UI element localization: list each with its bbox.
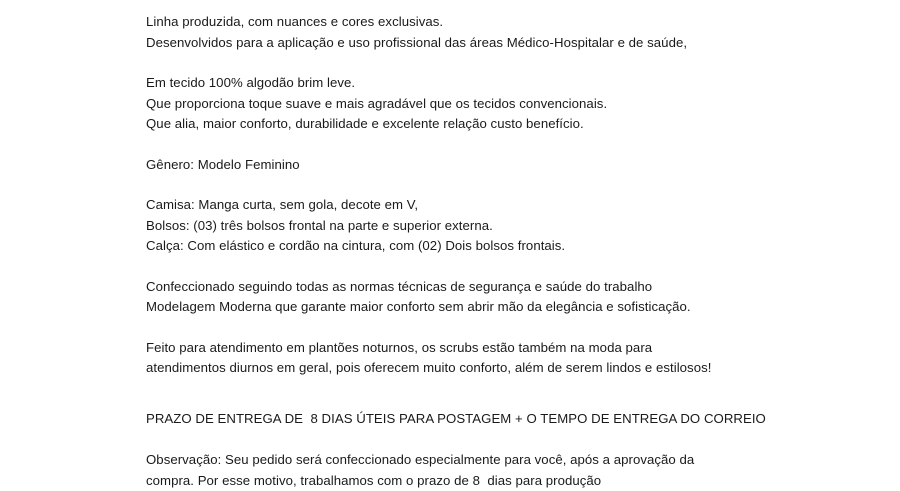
text-line: compra. Por esse motivo, trabalhamos com o prazo de 8 dias para produção <box>146 471 876 491</box>
paragraph-spacer <box>146 175 876 195</box>
text-line: Observação: Seu pedido será confeccionado especialmente para você, após a aprovação da <box>146 450 876 471</box>
paragraph-genero <box>146 155 876 176</box>
text-line: Calça: Com elástico e cordão na cintura, com (02) Dois bolsos frontais. <box>146 236 876 257</box>
text-line: Em tecido 100% algodão brim leve. <box>146 73 876 94</box>
paragraph-normas <box>146 277 876 318</box>
paragraph-spacer <box>146 53 876 73</box>
paragraph-uso <box>146 338 876 379</box>
paragraph-intro <box>146 12 876 53</box>
text-line: PRAZO DE ENTREGA DE 8 DIAS ÚTEIS PARA POSTAGEM + O TEMPO DE ENTREGA DO CORREIO <box>146 409 876 430</box>
text-line: Confeccionado seguindo todas as normas técnicas de segurança e saúde do trabalho <box>146 277 876 298</box>
text-line: Que alia, maior conforto, durabilidade e excelente relação custo benefício. <box>146 114 876 135</box>
text-line: Bolsos: (03) três bolsos frontal na parte e superior externa. <box>146 216 876 237</box>
paragraph-pecas <box>146 195 876 257</box>
paragraph-observacao <box>146 450 876 491</box>
text-line: Camisa: Manga curta, sem gola, decote em V, <box>146 195 876 216</box>
text-line: Linha produzida, com nuances e cores exclusivas. <box>146 12 876 33</box>
paragraph-spacer <box>146 257 876 277</box>
paragraph-prazo <box>146 409 876 430</box>
text-line: atendimentos diurnos em geral, pois oferecem muito conforto, além de serem lindos e estilosos! <box>146 358 876 379</box>
paragraph-spacer <box>146 429 876 450</box>
paragraph-spacer <box>146 318 876 338</box>
text-line: Modelagem Moderna que garante maior conforto sem abrir mão da elegância e sofisticação. <box>146 297 876 318</box>
paragraph-spacer-large <box>146 379 876 409</box>
text-line: Desenvolvidos para a aplicação e uso profissional das áreas Médico-Hospitalar e de saúde, <box>146 33 876 54</box>
paragraph-spacer <box>146 135 876 155</box>
text-line: Feito para atendimento em plantões noturnos, os scrubs estão também na moda para <box>146 338 876 359</box>
text-line: Gênero: Modelo Feminino <box>146 155 876 176</box>
document-body <box>146 12 876 491</box>
paragraph-fabric <box>146 73 876 135</box>
text-line: Que proporciona toque suave e mais agradável que os tecidos convencionais. <box>146 94 876 115</box>
